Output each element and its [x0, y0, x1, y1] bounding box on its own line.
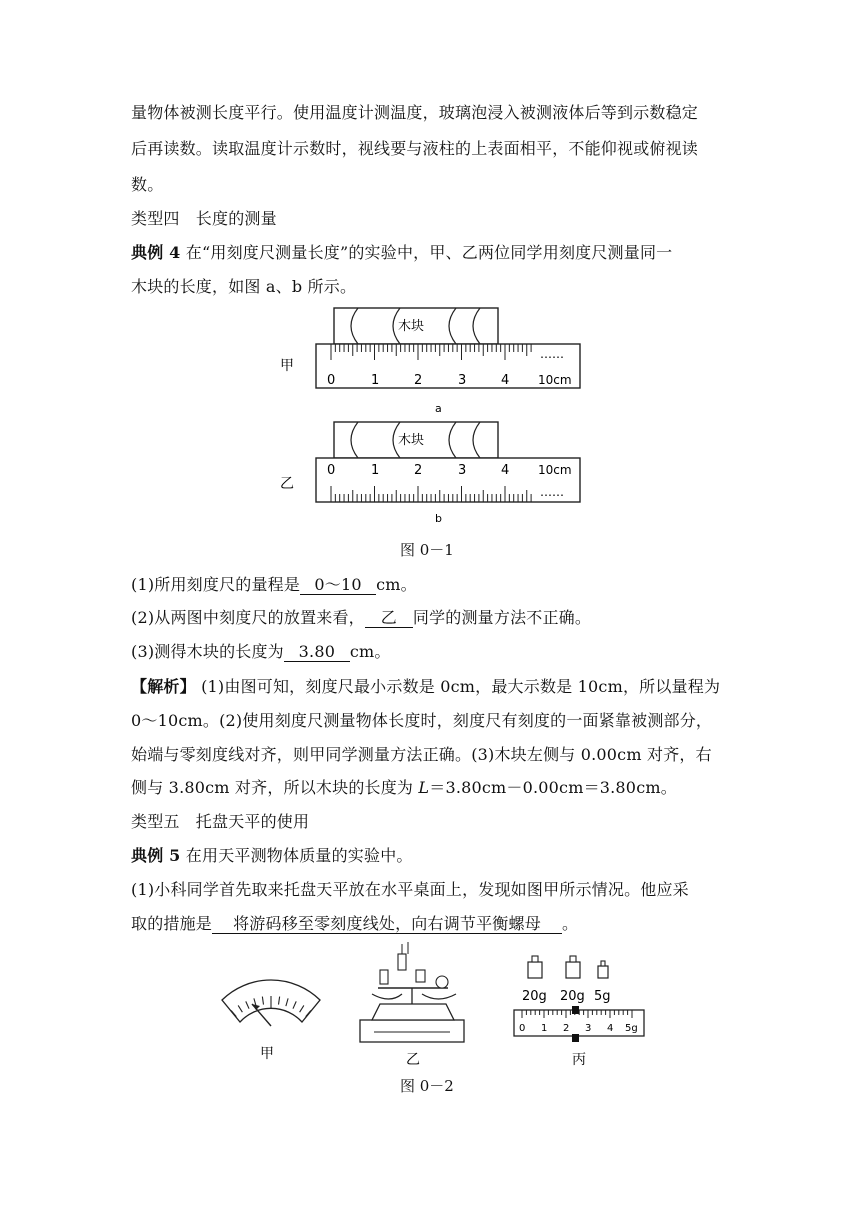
question-1	[131, 575, 417, 595]
analysis-var-L: L	[418, 778, 430, 797]
ruler-figure	[270, 298, 600, 530]
scale-label-0: 0	[519, 1023, 526, 1034]
tick-label-2-a: 2	[414, 373, 423, 388]
weight-label-2: 20g	[560, 989, 585, 1004]
intro-line-2: 后再读数。读取温度计示数时，视线要与液柱的上表面相平，不能仰视或俯视读	[131, 139, 699, 158]
intro-line-3: 数。	[131, 175, 164, 194]
rider-top	[572, 1006, 579, 1014]
analysis-text-1: (1)由图可知，刻度尺最小示数是 0cm，最大示数是 10cm，所以量程为	[195, 677, 721, 696]
q1-answer: 0～10	[300, 576, 376, 595]
tick-label-2-b: 2	[414, 463, 423, 478]
ruler-setup-b	[280, 422, 580, 525]
wood-block-label-a: 木块	[398, 319, 425, 334]
wood-block-label-b: 木块	[398, 433, 425, 448]
question-2	[131, 608, 591, 628]
scale-label-4: 4	[607, 1023, 614, 1034]
type5-q1-prefix: 取的措施是	[131, 914, 213, 933]
analysis-line-2: 0～10cm。(2)使用刻度尺测量物体长度时，刻度尺有刻度的一面紧靠被测部分，	[131, 711, 713, 730]
tick-label-0-b: 0	[327, 463, 336, 478]
q3-suffix: cm。	[349, 642, 391, 661]
ruler-end-label-a: 10cm	[538, 373, 572, 387]
question-3	[131, 642, 391, 662]
analysis-label: 【解析】	[131, 677, 196, 696]
tick-label-3-a: 3	[458, 373, 467, 388]
q2-answer: 乙	[365, 609, 413, 628]
example5-label: 典例 5	[131, 846, 181, 865]
example4-stem-line2: 木块的长度，如图 a、b 所示。	[131, 277, 357, 296]
tick-label-1-a: 1	[371, 373, 380, 388]
ruler-dots-a: ……	[540, 347, 564, 361]
rider-bottom	[572, 1034, 579, 1042]
sub-label-b: b	[435, 512, 442, 525]
type5-q1-line2	[131, 914, 578, 934]
q2-suffix: 同学的测量方法不正确。	[412, 608, 592, 627]
label-yi: 乙	[406, 1052, 420, 1068]
type5-q1-line1: (1)小科同学首先取来托盘天平放在水平桌面上，发现如图甲所示情况。他应采	[131, 880, 689, 899]
figure-0-1-caption: 图 0－1	[400, 541, 454, 559]
q1-prefix: (1)所用刻度尺的量程是	[131, 575, 301, 594]
person-label-a: 甲	[280, 358, 294, 374]
scale-label-1: 1	[541, 1023, 548, 1034]
weight-label-1: 20g	[522, 989, 547, 1004]
label-bing: 丙	[572, 1052, 586, 1068]
type5-q1-answer: 将游码移至零刻度线处，向右调节平衡螺母	[212, 915, 562, 934]
tick-label-3-b: 3	[458, 463, 467, 478]
example4-label: 典例 4	[131, 243, 181, 262]
type5-heading: 类型五 托盘天平的使用	[131, 812, 310, 831]
person-label-b: 乙	[280, 476, 294, 492]
analysis-line-3: 始端与零刻度线对齐，则甲同学测量方法正确。(3)木块左侧与 0.00cm 对齐，右	[131, 745, 712, 764]
q1-suffix: cm。	[376, 575, 417, 594]
tick-label-0-a: 0	[327, 373, 336, 388]
tick-label-4-a: 4	[501, 373, 510, 388]
q2-prefix: (2)从两图中刻度尺的放置来看，	[131, 608, 365, 627]
type4-heading: 类型四 长度的测量	[131, 209, 277, 228]
q3-answer: 3.80	[284, 643, 350, 662]
analysis-line-1	[131, 677, 720, 697]
dial-figure	[222, 980, 320, 1062]
ruler-setup-a	[280, 308, 580, 415]
ruler-dots-b: ……	[540, 485, 564, 499]
balance-drawing	[360, 942, 464, 1068]
scale-label-5: 5g	[625, 1023, 638, 1034]
q3-prefix: (3)测得木块的长度为	[131, 642, 284, 661]
weights-scale-figure	[514, 956, 644, 1068]
ruler-end-label-b: 10cm	[538, 463, 572, 477]
scale-label-2: 2	[563, 1023, 570, 1034]
tick-label-4-b: 4	[501, 463, 510, 478]
label-jia: 甲	[260, 1046, 274, 1062]
analysis-line-4	[131, 778, 677, 798]
balance-figure	[210, 940, 650, 1072]
figure-0-2-caption: 图 0－2	[400, 1077, 454, 1095]
intro-line-1: 量物体被测长度平行。使用温度计测温度，玻璃泡浸入被测液体后等到示数稳定	[131, 103, 699, 122]
example5-stem-text: 在用天平测物体质量的实验中。	[180, 846, 413, 865]
sub-label-a: a	[435, 402, 442, 415]
example4-stem-text: 在“用刻度尺测量长度”的实验中，甲、乙两位同学用刻度尺测量同一	[180, 243, 673, 262]
example5-stem	[131, 846, 413, 866]
weight-label-3: 5g	[594, 989, 611, 1004]
analysis-text-4b: ＝3.80cm－0.00cm＝3.80cm。	[429, 778, 677, 797]
analysis-text-4a: 侧与 3.80cm 对齐，所以木块的长度为	[131, 778, 419, 797]
example4-stem-line1	[131, 243, 672, 263]
tick-label-1-b: 1	[371, 463, 380, 478]
scale-label-3: 3	[585, 1023, 592, 1034]
type5-q1-suffix: 。	[562, 914, 579, 933]
